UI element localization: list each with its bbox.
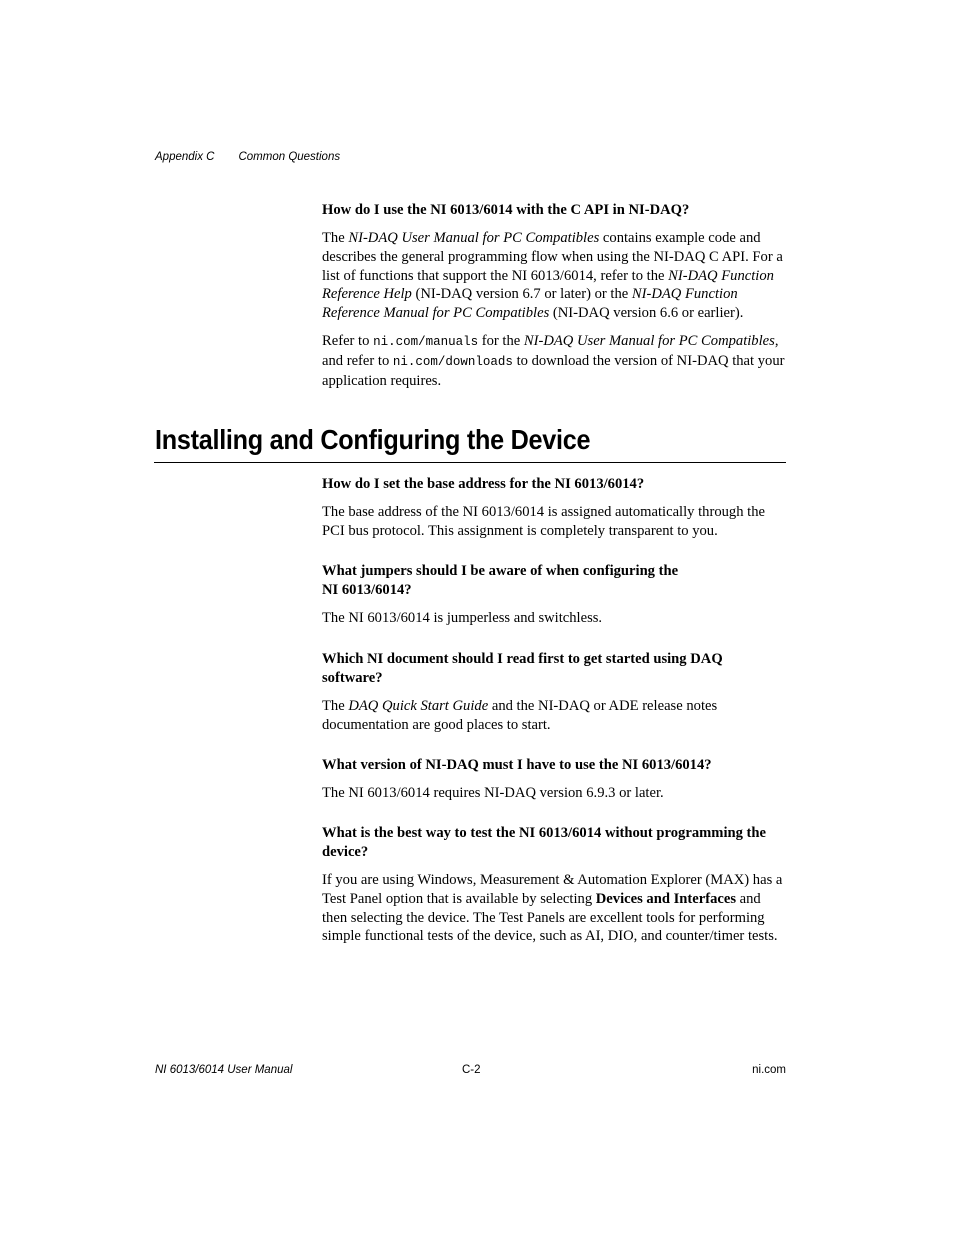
document-title: NI-DAQ User Manual for PC Compatibles [348,230,600,246]
faq-question: What is the best way to test the NI 6013/6014 without programming the device? [322,825,767,860]
faq-answer [322,871,786,946]
footer-website: ni.com [752,1064,786,1076]
faq-version [322,756,786,803]
running-header [155,149,340,165]
url-manuals: ni.com/manuals [373,334,479,349]
footer-manual-title: NI 6013/6014 User Manual [155,1064,293,1076]
faq-test [322,824,786,946]
text-run: If you are using Windows, Measurement & Automation Explorer (MAX) has a Test Panel option that is available by selecting [322,872,783,907]
text-run: (NI-DAQ version 6.7 or later) or the [411,286,632,303]
document-title: NI-DAQ Function Reference Help [322,267,774,303]
appendix-label: Appendix C [155,151,215,163]
question-line: NI 6013/6014? [322,582,412,598]
faq-question: What version of NI-DAQ must I have to use the NI 6013/6014? [322,757,712,773]
faq-question [322,562,786,600]
document-title: NI-DAQ User Manual for PC Compatibles [523,332,775,349]
faq-answer: The base address of the NI 6013/6014 is assigned automatically through the PCI bus protocol. This assignment is completely transparent to you. [322,504,765,539]
text-run: and the NI-DAQ or ADE release notes documentation are good places to start. [322,698,718,733]
text-run: and then selecting the device. The Test Panels are excellent tools for performing simple functional tests of the device, such as AI, DIO, and counter/timer tests. [322,890,778,945]
faq-first-document [322,650,786,735]
faq-answer [322,697,786,735]
text-run: The [322,698,349,714]
faq-answer: The NI 6013/6014 requires NI-DAQ version 6.9.3 or later. [322,785,664,801]
text-run: The [322,230,349,246]
faq-answer-refs [322,332,786,390]
menu-path: Devices and Interfaces [595,890,736,907]
faq-answer [322,229,786,323]
text-run: for the [478,332,524,349]
document-title: NI-DAQ Function Reference Manual for PC Compatibles [322,286,738,322]
text-run: contains example code and describes the general programming flow when using the NI-DAQ C API. For a list of functions that support the NI 6013/6014, refer to the [322,230,783,284]
document-title: DAQ Quick Start Guide [348,698,489,714]
faq-question: How do I set the base address for the NI 6013/6014? [322,476,645,492]
faq-base-address [322,475,786,541]
text-run: to download the version of NI-DAQ that your application requires. [322,352,785,389]
faq-question: How do I use the NI 6013/6014 with the C API in NI-DAQ? [322,202,690,218]
text-run: Refer to [322,332,374,349]
section-rule [154,462,786,463]
footer-page-number: C-2 [462,1064,481,1076]
faq-answer: The NI 6013/6014 is jumperless and switchless. [322,610,603,626]
chapter-label: Common Questions [238,151,341,163]
faq-question: Which NI document should I read first to get started using DAQ software? [322,651,723,686]
url-downloads: ni.com/downloads [392,354,513,369]
faq-jumpers [322,562,786,628]
faq-c-api [322,201,786,390]
question-line: What jumpers should I be aware of when configuring the [322,563,679,579]
text-run: , and refer to [322,332,779,369]
section-title: Installing and Configuring the Device [155,424,591,455]
text-run: (NI-DAQ version 6.6 or earlier). [549,305,744,322]
